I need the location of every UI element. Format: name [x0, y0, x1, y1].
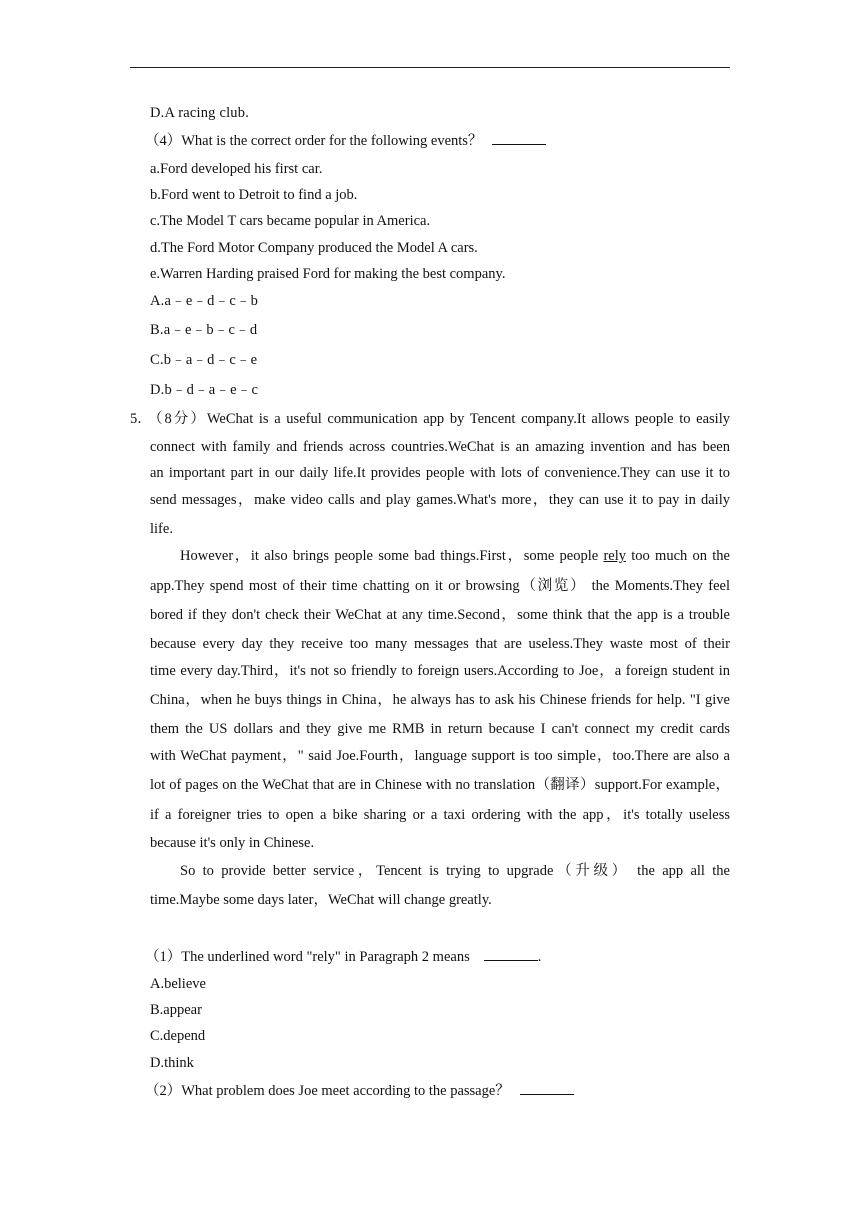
q5-sub1-option-d: D.think	[150, 1055, 194, 1071]
q5-para2-line11: because it's only in Chinese.	[150, 835, 315, 851]
q4-event-e: e.Warren Harding praised Ford for making the best company.	[150, 266, 506, 282]
q5-para2-line1	[180, 546, 730, 566]
q5-para2-line8: with WeChat payment，" said Joe.Fourth，language support is too simple，too.There are also a	[150, 748, 730, 764]
q5-para2-line4: because every day they receive too many messages that are useless.They waste most of their	[150, 636, 730, 652]
q5-sub1-option-a: A.believe	[150, 976, 206, 992]
q5-para2-line1-before: However，it also brings people some bad things.First，some people	[180, 548, 604, 564]
header-rule	[130, 67, 730, 68]
answer-blank	[520, 1080, 574, 1095]
q4-event-b: b.Ford went to Detroit to find a job.	[150, 187, 358, 203]
q5-para2-line6: China，when he buys things in China，he always has to ask his Chinese friends for help. "I give	[150, 692, 730, 708]
q5-para1-line2: connect with family and friends across countries.WeChat is an amazing invention and has been	[150, 439, 730, 455]
q4-stem	[145, 130, 546, 151]
q4-stem-text: （4）What is the correct order for the following events？	[145, 133, 483, 149]
q5-para2-line1-after: too much on the	[626, 548, 730, 564]
q5-sub1-option-b: B.appear	[150, 1002, 202, 1018]
q5-para2-line9: lot of pages on the WeChat that are in Chinese with no translation（翻译）support.For example，	[150, 777, 730, 793]
q4-option-d: D.b﹣d﹣a﹣e﹣c	[150, 382, 259, 398]
q4-option-a: A.a﹣e﹣d﹣c﹣b	[150, 293, 259, 309]
q5-para1-line3: an important part in our daily life.It provides people with lots of convenience.They can use it to	[150, 465, 730, 481]
q5-score: （8分）	[148, 411, 207, 427]
q5-sub2-stem	[145, 1080, 574, 1101]
q5-para3-line1: So to provide better service，Tencent is trying to upgrade（升级） the app all the	[180, 863, 730, 879]
q5-para2-line5: time every day.Third，it's not so friendly to foreign users.According to Joe，a foreign student in	[150, 663, 730, 679]
underlined-word-rely: rely	[603, 548, 627, 564]
q5-sub1-option-c: C.depend	[150, 1028, 206, 1044]
q5-para1-line1	[148, 409, 730, 429]
q4-event-c: c.The Model T cars became popular in America.	[150, 213, 431, 229]
q5-para1-line5: life.	[150, 521, 173, 537]
q5-para2-line10: if a foreigner tries to open a bike sharing or a taxi ordering with the app，it's totally useless	[150, 807, 730, 823]
q5-para3-line2: time.Maybe some days later，WeChat will change greatly.	[150, 892, 492, 908]
q5-number-text: 5．	[130, 411, 152, 427]
q5-sub1-stem	[145, 946, 541, 967]
q5-para1-line1-text: WeChat is a useful communication app by Tencent company.It allows people to easily	[206, 411, 730, 427]
q4-event-a: a.Ford developed his first car.	[150, 161, 323, 177]
q4-option-c: C.b﹣a﹣d﹣c﹣e	[150, 352, 258, 368]
q5-para2-line3: bored if they don't check their WeChat at any time.Second，some think that the app is a trouble	[150, 607, 730, 623]
answer-blank	[492, 130, 546, 145]
q5-sub1-end: .	[537, 949, 542, 965]
q5-sub2-stem-text: （2）What problem does Joe meet according to the passage？	[145, 1083, 510, 1099]
q4-option-b: B.a﹣e﹣b﹣c﹣d	[150, 322, 258, 338]
q4-event-d: d.The Ford Motor Company produced the Model A cars.	[150, 240, 478, 256]
q5-para1-line4: send messages，make video calls and play games.What's more，they can use it to pay in daily	[150, 492, 730, 508]
q4-prev-option-d: D.A racing club.	[150, 105, 250, 121]
q5-sub1-stem-text: （1）The underlined word "rely" in Paragraph 2 means	[145, 949, 470, 965]
q5-para2-line7: them the US dollars and they give me RMB in return because I can't connect my credit cards	[150, 721, 730, 737]
answer-blank	[484, 946, 538, 961]
q5-para2-line2: app.They spend most of their time chatting on it or browsing（浏览） the Moments.They feel	[150, 578, 730, 594]
